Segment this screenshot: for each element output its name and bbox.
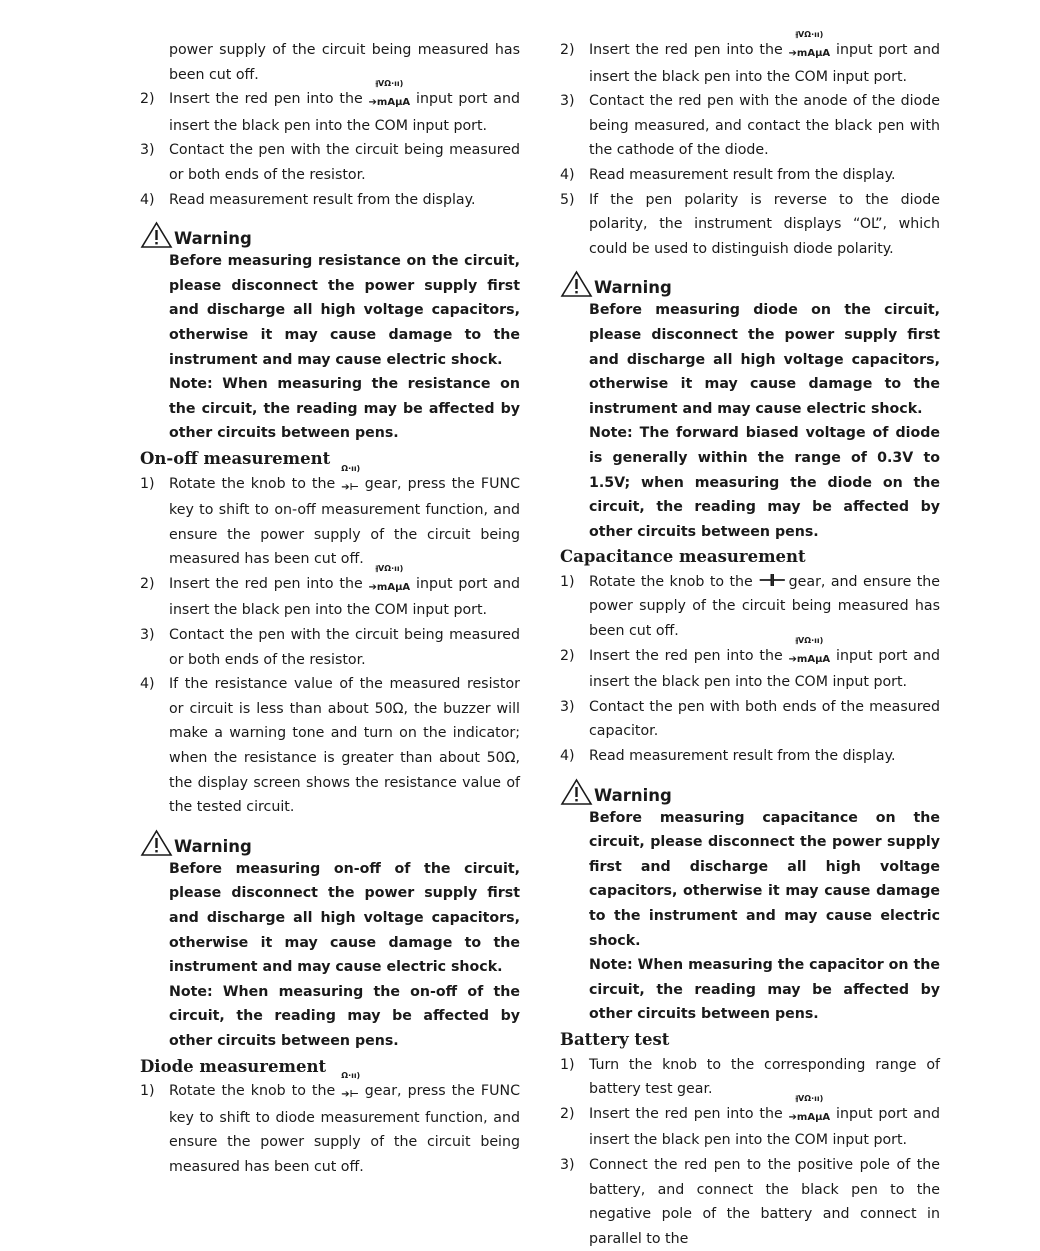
step-number: 4) bbox=[140, 191, 155, 208]
list-item bbox=[560, 163, 940, 188]
right-column bbox=[560, 30, 940, 1251]
step-number: 3) bbox=[140, 627, 155, 644]
step-number: 4) bbox=[560, 166, 575, 183]
step-text: Rotate the knob to the bbox=[589, 573, 753, 590]
warning-label: Warning bbox=[594, 785, 672, 805]
section-heading-diode: Diode measurement bbox=[140, 1056, 327, 1076]
list-item bbox=[560, 1053, 940, 1102]
list-item bbox=[140, 1071, 520, 1179]
list-item bbox=[140, 188, 520, 213]
input-port-icon: ⫲VΩ⋅ıı) ➔mAµA bbox=[788, 1093, 831, 1123]
step-number: 3) bbox=[560, 698, 575, 715]
warning-heading bbox=[140, 215, 520, 249]
step-number: 4) bbox=[560, 748, 575, 765]
list-item bbox=[560, 1093, 940, 1153]
step-text: Contact the pen with the circuit being measured or both ends of the resistor. bbox=[169, 627, 520, 668]
step-text: Insert the red pen into the bbox=[169, 91, 363, 108]
list-item bbox=[560, 89, 940, 163]
input-port-icon: ⫲VΩ⋅ıı) ➔mAµA bbox=[368, 79, 411, 109]
step-text: Read measurement result from the display. bbox=[589, 166, 896, 183]
step-number: 1) bbox=[140, 1083, 155, 1100]
warning-text: Before measuring on-off of the circuit, please disconnect the power supply first and discharge all high voltage capacitors, otherwise it may cause damage to the instrument and may cause electric shock. bbox=[169, 860, 520, 976]
step-number: 3) bbox=[140, 142, 155, 159]
step-number: 2) bbox=[560, 42, 575, 58]
step-text: Insert the red pen into the bbox=[169, 575, 363, 592]
step-text: input port and insert the black pen into the COM input port. bbox=[589, 42, 940, 85]
step-text: input port and insert the black pen into the COM input port. bbox=[589, 1105, 940, 1149]
list-item bbox=[140, 623, 520, 672]
step-number: 3) bbox=[560, 1156, 575, 1173]
input-port-icon: ⫲VΩ⋅ıı) ➔mAµA bbox=[788, 30, 831, 59]
step-text: Connect the red pen to the positive pole of the battery, and connect the black pen to the negative pole of the battery and connect in parallel to the bbox=[589, 1156, 940, 1247]
step-text: Insert the red pen into the bbox=[589, 42, 783, 58]
warning-triangle-icon bbox=[140, 829, 173, 857]
step-text: Contact the red pen with the anode of the diode being measured, and contact the black pen with the cathode of the diode. bbox=[589, 93, 940, 159]
step-text: input port and insert the black pen into the COM input port. bbox=[589, 647, 940, 691]
input-port-icon: ⫲VΩ⋅ıı) ➔mAµA bbox=[368, 563, 411, 593]
step-number: 2) bbox=[560, 647, 575, 664]
list-item bbox=[560, 30, 940, 89]
left-column bbox=[140, 38, 520, 1180]
warning-label: Warning bbox=[594, 278, 672, 298]
step-text: Rotate the knob to the bbox=[169, 1083, 336, 1100]
step-text: Rotate the knob to the bbox=[169, 475, 336, 492]
step-text: Insert the red pen into the bbox=[589, 1105, 783, 1122]
step-text: input port and insert the black pen into the COM input port. bbox=[169, 575, 520, 619]
list-item bbox=[560, 695, 940, 744]
step-text: If the resistance value of the measured resistor or circuit is less than about 50Ω, the buzzer will make a warning tone and turn on the indicator; when the resistance is greater than about 50Ω, the display screen shows the resistance value of the tested circuit. bbox=[169, 676, 520, 816]
list-item bbox=[560, 188, 940, 262]
step-text: gear, press the FUNC key to shift to on-off measurement function, and ensure the power supply of the circuit being measured has been cut off. bbox=[169, 475, 520, 568]
step-continuation: power supply of the circuit being measured has been cut off. bbox=[169, 42, 520, 83]
list-item bbox=[560, 635, 940, 695]
warning-note: Note: When measuring the on-off of the circuit, the reading may be affected by other circuits between pens. bbox=[169, 983, 520, 1049]
step-text: Contact the pen with the circuit being measured or both ends of the resistor. bbox=[169, 142, 520, 183]
section-heading-battery: Battery test bbox=[560, 1029, 670, 1049]
warning-heading bbox=[560, 772, 940, 806]
list-item bbox=[140, 79, 520, 138]
warning-note: Note: The forward biased voltage of diode is generally within the range of 0.3V to 1.5V; when measuring the diode on the circuit, the reading may be affected by other circuits between pens. bbox=[589, 425, 940, 540]
list-item bbox=[140, 672, 520, 820]
warning-label: Warning bbox=[174, 229, 252, 249]
warning-label: Warning bbox=[174, 836, 252, 856]
warning-triangle-icon bbox=[560, 778, 593, 806]
section-heading-onoff: On-off measurement bbox=[140, 448, 331, 468]
warning-heading bbox=[560, 264, 940, 298]
input-port-icon: ⫲VΩ⋅ıı) ➔mAµA bbox=[788, 635, 831, 665]
step-text: Read measurement result from the display. bbox=[589, 748, 896, 765]
warning-text: Before measuring resistance on the circuit, please disconnect the power supply first and discharge all high voltage capacitors, otherwise it may cause damage to the instrument and may cause electric shock. bbox=[169, 253, 520, 368]
diode-gear-icon: Ω∙ıı) ➔⊢ bbox=[341, 1071, 361, 1101]
step-text: Turn the knob to the corresponding range of battery test gear. bbox=[589, 1056, 940, 1098]
step-text: If the pen polarity is reverse to the diode polarity, the instrument displays “OL”, which could be used to distinguish diode polarity. bbox=[589, 191, 940, 257]
step-text: Contact the pen with both ends of the measured capacitor. bbox=[589, 698, 940, 740]
list-item bbox=[140, 463, 520, 572]
step-text: Read measurement result from the display. bbox=[169, 191, 476, 208]
section-heading-capacitance: Capacitance measurement bbox=[560, 547, 806, 567]
step-text: gear, and ensure the power supply of the circuit being measured has been cut off. bbox=[589, 573, 940, 640]
step-text: Insert the red pen into the bbox=[589, 647, 783, 664]
warning-text: Before measuring diode on the circuit, please disconnect the power supply first and discharge all high voltage capacitors, otherwise it may cause damage to the instrument and may cause electric shock. bbox=[589, 302, 940, 417]
warning-triangle-icon bbox=[140, 221, 173, 249]
step-number: 2) bbox=[140, 575, 155, 592]
warning-heading bbox=[140, 823, 520, 857]
warning-note: Note: When measuring the capacitor on the circuit, the reading may be affected by other circuits between pens. bbox=[589, 957, 940, 1023]
list-item bbox=[140, 563, 520, 623]
warning-text: Before measuring capacitance on the circuit, please disconnect the power supply first and discharge all high voltage capacitors, otherwise it may cause damage to the instrument and may cause electric shock. bbox=[589, 809, 940, 949]
list-item bbox=[560, 744, 940, 769]
list-item bbox=[560, 1153, 940, 1251]
diode-gear-icon: Ω∙ıı) ➔⊢ bbox=[341, 463, 361, 493]
capacitor-gear-icon: ⊣⊢ bbox=[758, 570, 784, 591]
step-number: 3) bbox=[560, 93, 575, 110]
step-text: input port and insert the black pen into the COM input port. bbox=[169, 91, 520, 134]
step-text: gear, press the FUNC key to shift to diode measurement function, and ensure the power supply of the circuit being measured has been cut off. bbox=[169, 1083, 520, 1175]
warning-note: Note: When measuring the resistance on the circuit, the reading may be affected by other circuits between pens. bbox=[169, 376, 520, 442]
list-item bbox=[140, 138, 520, 187]
step-number: 1) bbox=[140, 475, 155, 492]
warning-triangle-icon bbox=[560, 270, 593, 298]
step-number: 2) bbox=[140, 91, 155, 108]
step-number: 1) bbox=[560, 573, 575, 590]
list-item bbox=[560, 570, 940, 644]
step-number: 2) bbox=[560, 1105, 575, 1122]
step-number: 1) bbox=[560, 1056, 575, 1073]
step-number: 4) bbox=[140, 676, 155, 693]
step-number: 5) bbox=[560, 191, 575, 208]
